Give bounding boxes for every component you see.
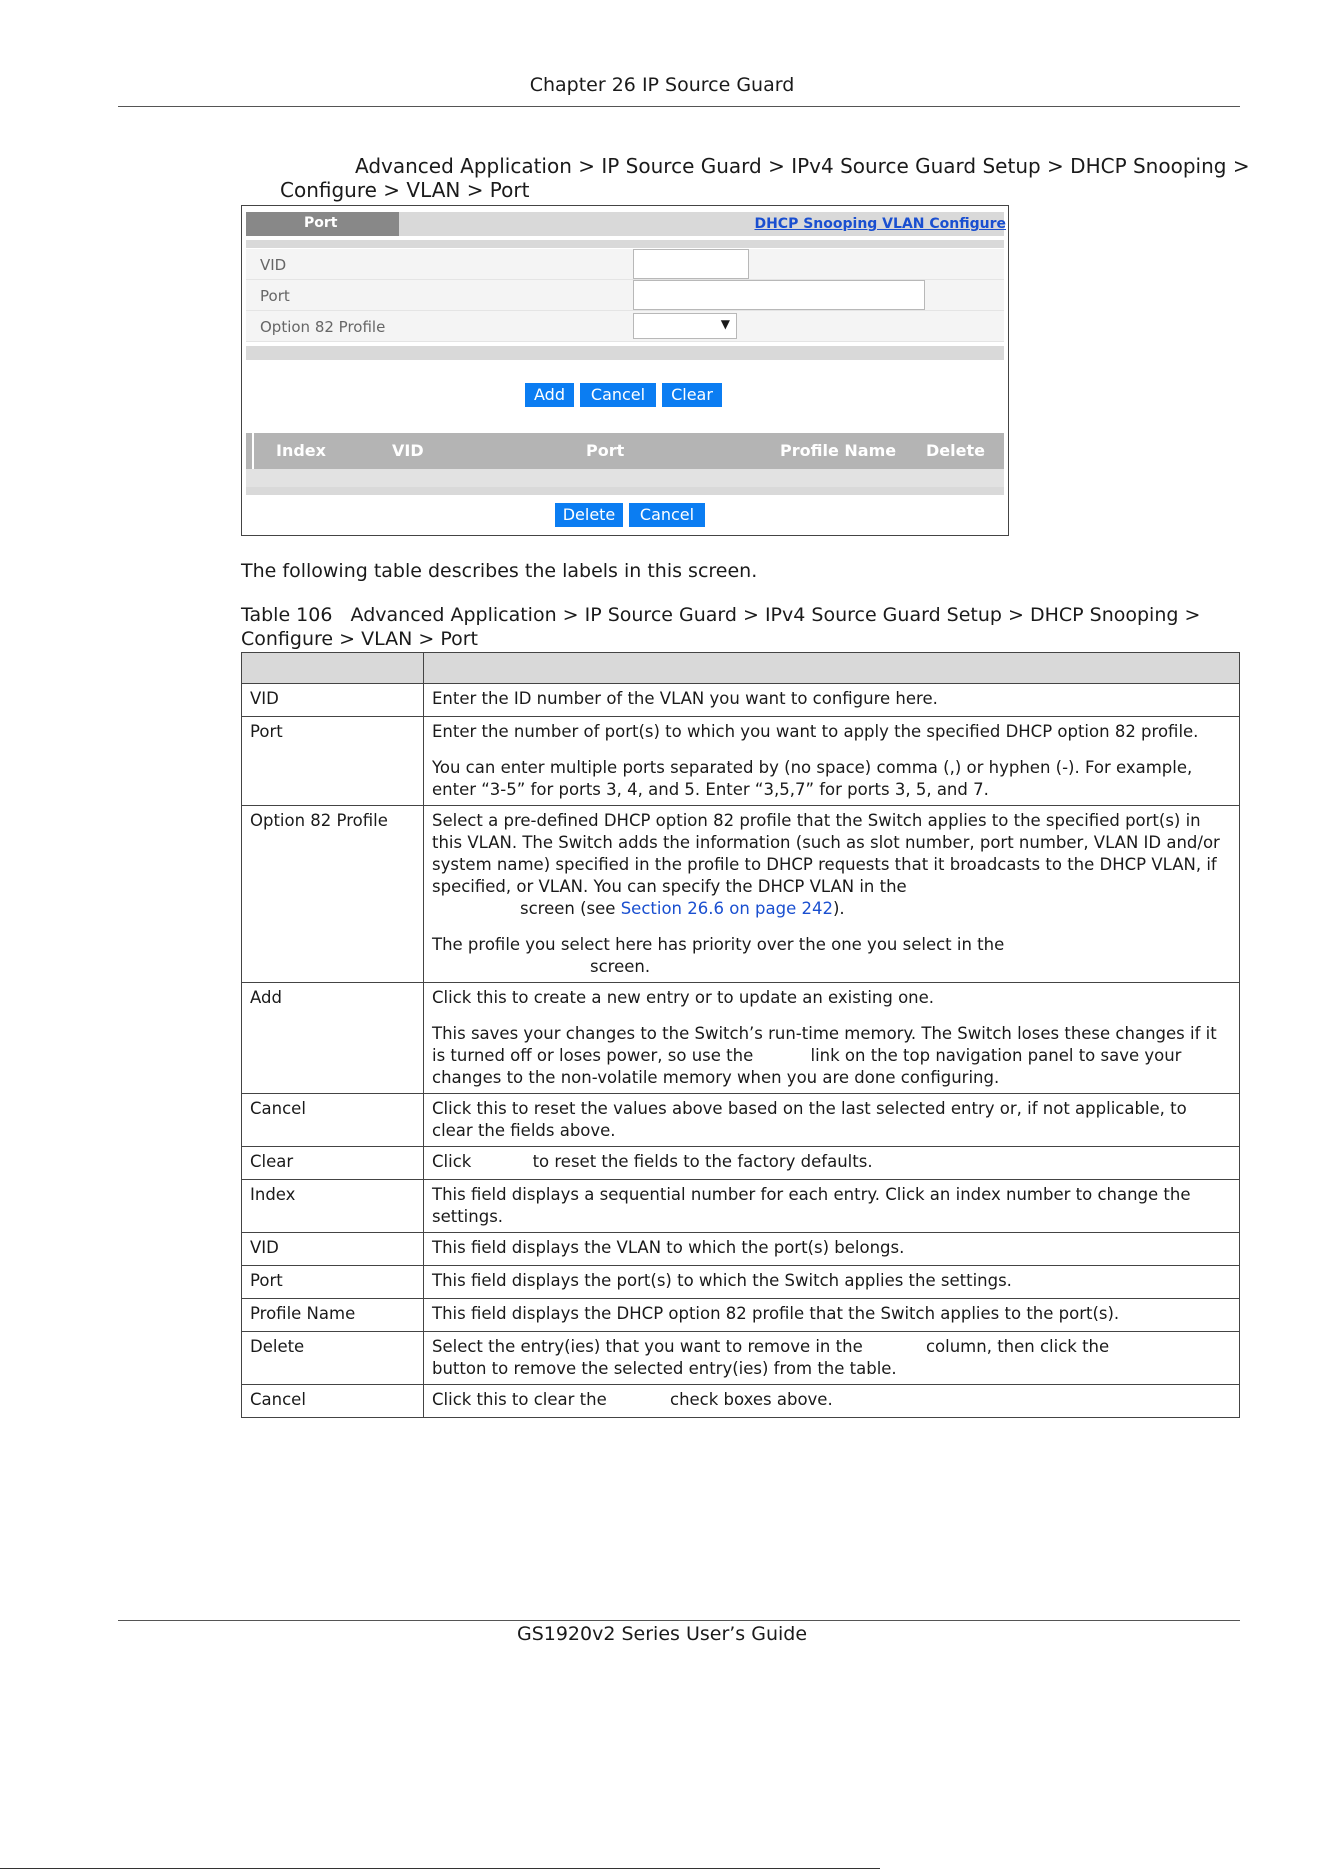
vid-label: VID <box>260 256 287 274</box>
chevron-down-icon: ▼ <box>720 317 730 331</box>
table-header-row <box>242 653 1240 684</box>
column-port: Port <box>586 441 625 460</box>
figure-caption-line1: Advanced Application > IP Source Guard > IPv4 Source Guard Setup > DHCP Snooping > <box>355 154 1250 178</box>
vid-row <box>246 249 1004 280</box>
figure-caption-line2: Configure > VLAN > Port <box>280 178 530 202</box>
row-description: Click this to reset the values above based on the last selected entry or, if not applicable, to clear the fields above. <box>424 1094 1240 1147</box>
dhcp-snooping-vlan-configure-link[interactable]: DHCP Snooping VLAN Configure <box>754 216 1006 232</box>
table-header <box>246 433 1004 469</box>
row-label: Port <box>242 1266 424 1299</box>
column-delete: Delete <box>926 441 985 460</box>
row-label: VID <box>242 684 424 717</box>
delete-button[interactable]: Delete <box>555 503 623 527</box>
divider-band <box>246 240 1004 248</box>
intro-text: The following table describes the labels in this screen. <box>241 560 758 582</box>
table-row <box>242 1147 1240 1180</box>
column-profile-name: Profile Name <box>780 441 897 460</box>
row-description: This field displays a sequential number for each entry. Click an index number to change the settings. <box>424 1180 1240 1233</box>
table-row <box>242 1332 1240 1385</box>
row-label: Delete <box>242 1332 424 1385</box>
row-description: Select a pre-defined DHCP option 82 profile that the Switch applies to the specified port(s) in this VLAN. The Switch adds the information (such as slot number, port number, VLAN ID and/or system name) specified in the profile to DHCP requests that it broadcasts to the DHCP VLAN, if specified, or VLAN. You can specify the DHCP VLAN in the screen (see Section 26.6 on page 242). The profile you select here has priority over the one you select in the screen. <box>424 806 1240 983</box>
column-vid: VID <box>392 441 424 460</box>
table-row <box>242 806 1240 983</box>
vid-input[interactable] <box>633 249 749 279</box>
row-description: Enter the ID number of the VLAN you want to configure here. <box>424 684 1240 717</box>
table-row <box>242 717 1240 806</box>
cancel-delete-button[interactable]: Cancel <box>629 503 705 527</box>
add-button[interactable]: Add <box>525 383 574 407</box>
header-rule <box>118 106 1240 107</box>
row-label: Clear <box>242 1147 424 1180</box>
table-bottom-band <box>246 487 1004 495</box>
bottom-rule <box>0 1868 880 1869</box>
section-link[interactable]: Section 26.6 on page 242 <box>620 899 833 918</box>
table-row <box>242 1180 1240 1233</box>
footer-rule <box>118 1620 1240 1621</box>
column-index: Index <box>276 441 326 460</box>
table-caption-line1: Table 106 Advanced Application > IP Source Guard > IPv4 Source Guard Setup > DHCP Snooping > <box>241 604 1201 626</box>
page-footer: GS1920v2 Series User’s Guide <box>516 1623 808 1645</box>
table-row <box>242 684 1240 717</box>
table-row <box>242 983 1240 1094</box>
table-row <box>242 1233 1240 1266</box>
row-label: Index <box>242 1180 424 1233</box>
table-row <box>242 1299 1240 1332</box>
cancel-button[interactable]: Cancel <box>580 383 656 407</box>
row-label: Profile Name <box>242 1299 424 1332</box>
option82-select[interactable] <box>633 313 737 339</box>
row-label: Add <box>242 983 424 1094</box>
port-input[interactable] <box>633 280 925 310</box>
row-description: This field displays the DHCP option 82 profile that the Switch applies to the port(s). <box>424 1299 1240 1332</box>
row-description: Click this to create a new entry or to update an existing one. This saves your changes to the Switch’s run-time memory. The Switch loses these changes if it is turned off or loses power, so use the link on the top navigation panel to save your changes to the non-volatile memory when you are done configuring. <box>424 983 1240 1094</box>
port-row <box>246 280 1004 311</box>
row-label: Cancel <box>242 1094 424 1147</box>
table-body-band <box>246 469 1004 487</box>
row-description: Enter the number of port(s) to which you want to apply the specified DHCP option 82 profile. You can enter multiple ports separated by (no space) comma (,) or hyphen (-). For example, enter “3-5” for ports 3, 4, and 5. Enter “3,5,7” for ports 3, 5, and 7. <box>424 717 1240 806</box>
row-label: Port <box>242 717 424 806</box>
row-description: This field displays the VLAN to which the port(s) belongs. <box>424 1233 1240 1266</box>
table-row <box>242 1266 1240 1299</box>
option82-label: Option 82 Profile <box>260 318 386 336</box>
row-label: Cancel <box>242 1385 424 1418</box>
label-description-table <box>241 652 1240 1418</box>
clear-button[interactable]: Clear <box>662 383 722 407</box>
page-header: Chapter 26 IP Source Guard <box>529 74 795 96</box>
table-caption-line2: Configure > VLAN > Port <box>241 628 478 650</box>
row-description: Click to reset the fields to the factory defaults. <box>424 1147 1240 1180</box>
table-header-divider <box>252 433 254 469</box>
table-row <box>242 1385 1240 1418</box>
table-row <box>242 1094 1240 1147</box>
port-tab-label: Port <box>304 215 338 231</box>
port-label: Port <box>260 287 290 305</box>
row-label: VID <box>242 1233 424 1266</box>
row-description: This field displays the port(s) to which the Switch applies the settings. <box>424 1266 1240 1299</box>
port-config-screenshot <box>241 205 1009 536</box>
option82-row <box>246 311 1004 342</box>
row-description: Select the entry(ies) that you want to remove in the column, then click the button to remove the selected entry(ies) from the table. <box>424 1332 1240 1385</box>
row-label: Option 82 Profile <box>242 806 424 983</box>
divider-band <box>246 346 1004 360</box>
row-description: Click this to clear the check boxes above. <box>424 1385 1240 1418</box>
